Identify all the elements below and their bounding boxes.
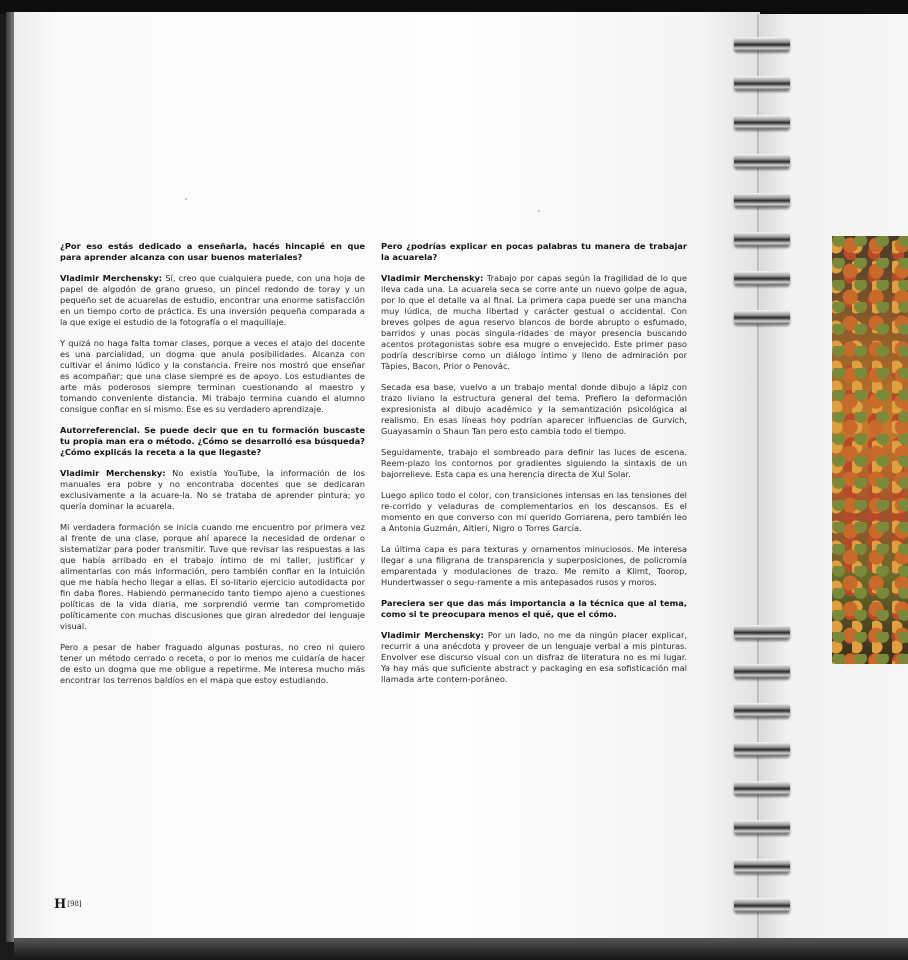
- answer-text: Trabajo por capas según la fragilidad de lo que lleva cada una. La acuarela seca se corre ante un nuevo golpe de agua, por lo que el detalle va al final. La primera capa puede ser una mancha muy lúdica, de mucha libertad y carácter gestual o accidental. Con breves golpes de agua reservo blancos de borde abrupto o esfumado, barridos y unas pocas singula-ridades de mayor presencia buscando acentos protagonistas sobre esa mugre o envejecido. Este primer paso podría describirse como un diálogo íntimo y lleno de admiración por Tàpies, Bacon, Prior o Penovác.: [381, 273, 687, 371]
- body-paragraph: Seguidamente, trabajo el sombreado para definir las luces de escena. Reem-plazo los contornos por gradientes siguiendo la sintaxis de un bajorrelieve. Esta capa es una herencia directa de Xul Solar.: [381, 447, 687, 479]
- binding-ring: [734, 781, 790, 795]
- body-paragraph: Secada esa base, vuelvo a un trabajo mental donde dibujo a lápiz con trazo liviano la estructura general del tema. Prefiero la deformación expresionista al dibujo académico y la semantización psicológica al realismo. En esas líneas hoy podrían aparecer influencias de Gurvich, Guayasamín o Shaun Tan pero esto cambia todo el tiempo.: [381, 382, 687, 436]
- magazine-logo-letter: H: [54, 897, 67, 912]
- right-text-column: [381, 241, 687, 695]
- interview-question: Autorreferencial. Se puede decir que en tu formación buscaste tu propia man era o método. ¿Cómo se desarrolló esa búsqueda? ¿Cómo explicás la receta a la que llegaste?: [60, 425, 365, 457]
- body-paragraph: Pero a pesar de haber fraguado algunas posturas, no creo ni quiero tener un método cerrado o receta, o por lo menos me cuidaría de hacer de esto un dogma que me obligue a repetirme. Me interesa mucho más encontrar los terrenos baldíos en el mapa que estoy estudiando.: [60, 642, 365, 685]
- binding-ring: [734, 271, 790, 285]
- speaker-name: Vladimir Merchensky:: [60, 468, 166, 478]
- speaker-name: Vladimir Merchensky:: [381, 273, 484, 283]
- binding-ring: [734, 820, 790, 834]
- binding-ring: [734, 76, 790, 90]
- binding-ring: [734, 625, 790, 639]
- interview-question: ¿Por eso estás dedicado a enseñarla, hacés hincapié en que para aprender alcanza con usar buenos materiales?: [60, 241, 365, 262]
- binding-ring: [734, 703, 790, 717]
- binding-ring: [734, 742, 790, 756]
- binding-ring: [734, 193, 790, 207]
- binding-ring: [734, 37, 790, 51]
- body-paragraph: Y quizá no haga falta tomar clases, porque a veces el atajo del docente es una parcialidad, un dogma que anula posibilidades. Alcanza con cultivar el ánimo lúdico y la constancia. Freire nos mostró que enseñar es acompañar; que una clase siempre es de apoyo. Los estudiantes de arte más poderosos siempre terminan cuestionando al maestro y tomando conveniente distancia. Mi trabajo termina cuando el alumno consigue confiar en sí mismo. Ése es su verdadero aprendizaje.: [60, 338, 365, 414]
- binding-ring: [734, 664, 790, 678]
- page-folio: [54, 893, 82, 912]
- binding-ring: [734, 154, 790, 168]
- binding-ring: [734, 898, 790, 912]
- interview-answer: [381, 273, 687, 372]
- binding-ring: [734, 310, 790, 324]
- facing-page-artwork: [832, 236, 908, 664]
- spiral-binding: [730, 0, 800, 960]
- interview-answer: [381, 630, 687, 685]
- answer-text: Sí, creo que cualquiera puede, con una hoja de papel de algodón de grano grueso, un pincel redondo de toray y un pequeño set de acuarelas de estudio, encontrar una enorme satisfacción en un tiempo corto de práctica. Es una inversión pequeña comparada a la que exige el estudio de la fotografía o el maquillaje.: [60, 273, 366, 327]
- interview-answer: [60, 468, 365, 512]
- answer-text: No existía YouTube, la información de los manuales era pobre y no encontraba docentes que se dedicaran exclusivamente a la acuare-la. No se trataba de aprender pintura; yo quería dominar la acuarela.: [60, 468, 365, 511]
- answer-text: Por un lado, no me da ningún placer explicar, recurrir a una anécdota y proveer de un lenguaje verbal a mis pinturas. Envolver ese discurso visual con un disfraz de literatura no es mi lugar. Ya hay más que suficiente abstract y packaging en esa sofisticación mal llamada arte contem-poráneo.: [381, 630, 687, 684]
- paper-speck: [538, 210, 540, 212]
- binding-ring: [734, 115, 790, 129]
- binding-ring: [734, 859, 790, 873]
- body-paragraph: La última capa es para texturas y ornamentos minuciosos. Me interesa llegar a una filigrana de transparencia y superposiciones, de policromía emparentada y modulaciones de trazo. Me remito a Klimt, Toorop, Hundertwasser o segu-ramente a mis antepasados rusos y moros.: [381, 544, 687, 587]
- speaker-name: Vladimir Merchensky:: [381, 630, 484, 640]
- left-text-column: [60, 241, 365, 696]
- body-paragraph: Luego aplico todo el color, con transiciones intensas en las tensiones del re-corrido y veladuras de complementarios en los descansos. Es el momento en que converso con mi querido Gorriarena, pero también leo a Antonia Guzmán, Altieri, Nigro o Torres García.: [381, 490, 687, 533]
- body-paragraph: Mi verdadera formación se inicia cuando me encuentro por primera vez al frente de una clase, porque ahí aparece la necesidad de ordenar o sistematizar para poder transmitir. Tuve que revisar las respuestas a las que había arribado en el trabajo íntimo de mi taller, justificar y alimentarlas con más información, pero también confiar en la intuición que me había hecho llegar a ellas. El so-litario ejercicio autodidacta por fin daba flores. Habiendo permanecido tanto tiempo ajeno a cuestiones políticas de la vida diaria, me sorprendió verme tan comprometido políticamente con muchas discusiones que giran alrededor del lenguaje visual.: [60, 522, 365, 631]
- binding-ring: [734, 232, 790, 246]
- speaker-name: Vladimir Merchensky:: [60, 273, 163, 283]
- page-number: [98]: [67, 900, 82, 908]
- interview-question: Pareciera ser que das más importancia a la técnica que al tema, como si te preocupara menos el qué, que el cómo.: [381, 598, 687, 619]
- paper-speck: [185, 198, 187, 200]
- interview-answer: [60, 273, 365, 328]
- interview-question: Pero ¿podrías explicar en pocas palabras tu manera de trabajar la acuarela?: [381, 241, 687, 262]
